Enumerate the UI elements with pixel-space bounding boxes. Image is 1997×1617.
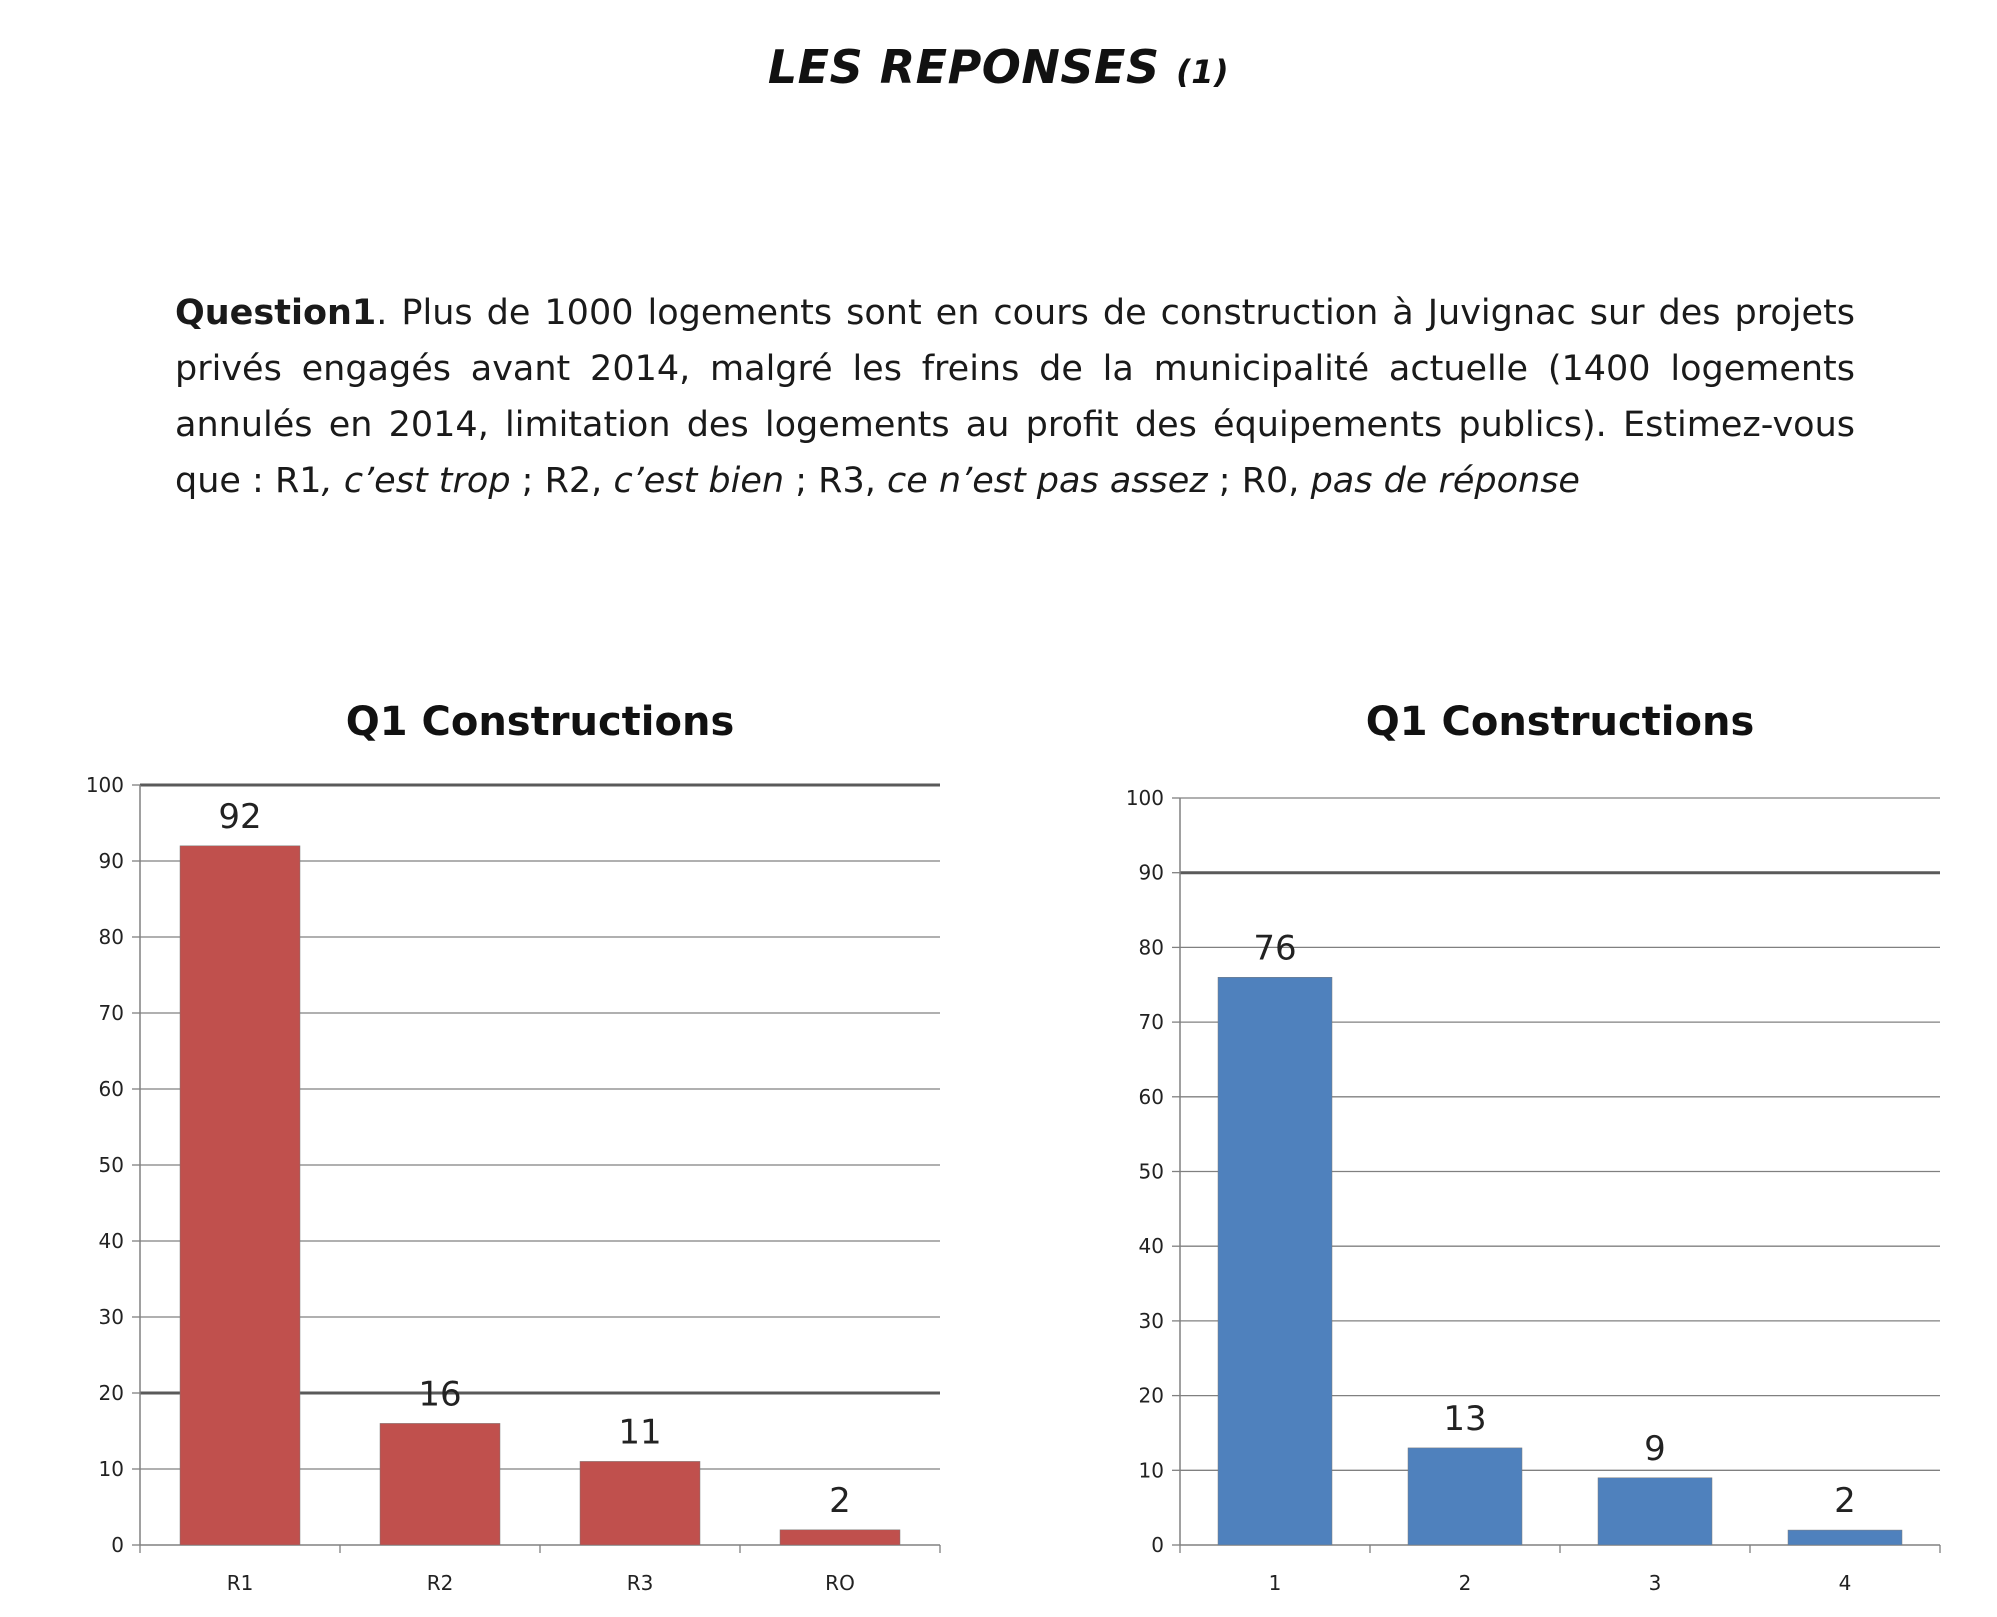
chart-left-data-label: 16	[418, 1374, 462, 1415]
answer-r1-text: , c’est trop	[321, 461, 511, 501]
chart-right-y-tick-label: 70	[1138, 1010, 1164, 1035]
question-label: Question1	[175, 293, 377, 333]
chart-left-data-label: 11	[618, 1412, 662, 1453]
chart-left-title: Q1 Constructions	[345, 699, 735, 745]
answer-r0-text: pas de réponse	[1310, 461, 1580, 501]
chart-left-bar-R2	[380, 1423, 500, 1545]
chart-left-y-tick-label: 90	[98, 849, 124, 873]
chart-left-y-tick-label: 20	[98, 1381, 124, 1405]
chart-left-y-tick-label: 0	[111, 1533, 124, 1557]
chart-right-x-tick-label: 3	[1648, 1571, 1662, 1595]
chart-right-bar-1	[1218, 977, 1332, 1545]
chart-left-x-tick-label: RO	[825, 1571, 855, 1595]
answer-r2-text: c’est bien	[613, 461, 785, 501]
chart-right-y-tick-label: 100	[1125, 786, 1164, 810]
chart-left-bar-R3	[580, 1461, 700, 1545]
chart-left-y-tick-label: 30	[98, 1305, 124, 1329]
chart-right	[1040, 690, 1997, 1610]
chart-right-y-tick-label: 40	[1138, 1234, 1164, 1259]
chart-left-x-tick-label: R3	[626, 1571, 654, 1595]
chart-right-y-tick-label: 30	[1138, 1308, 1164, 1333]
chart-left-data-label: 92	[218, 796, 262, 837]
chart-right-x-tick-label: 4	[1838, 1571, 1852, 1595]
separator-2: ; R3,	[784, 461, 887, 501]
chart-left	[40, 690, 1000, 1610]
question-text	[175, 285, 1855, 509]
chart-right-y-tick-label: 60	[1138, 1084, 1164, 1109]
page-title-number: (1)	[1176, 53, 1230, 91]
chart-left-y-tick-label: 50	[98, 1153, 124, 1177]
chart-right-bar-4	[1788, 1530, 1902, 1545]
chart-right-y-tick-label: 90	[1138, 860, 1164, 885]
chart-right-data-label: 76	[1253, 928, 1297, 969]
chart-right-y-tick-label: 50	[1138, 1159, 1164, 1184]
chart-right-y-tick-label: 10	[1138, 1458, 1164, 1483]
chart-right-title: Q1 Constructions	[1365, 699, 1755, 745]
chart-left-svg	[40, 690, 1000, 1610]
chart-left-y-tick-label: 10	[98, 1457, 124, 1481]
chart-left-x-tick-label: R1	[226, 1571, 254, 1595]
chart-left-bar-R1	[180, 846, 300, 1545]
chart-right-svg	[1040, 690, 1997, 1610]
chart-right-bar-2	[1408, 1448, 1522, 1545]
chart-right-y-tick-label: 20	[1138, 1383, 1164, 1408]
chart-left-bar-RO	[780, 1530, 900, 1545]
chart-left-x-tick-label: R2	[426, 1571, 454, 1595]
chart-right-bar-3	[1598, 1478, 1712, 1545]
page-title-text: LES REPONSES	[767, 40, 1160, 94]
chart-right-y-tick-label: 0	[1151, 1533, 1164, 1557]
chart-right-x-tick-label: 1	[1268, 1571, 1282, 1595]
separator-1: ; R2,	[510, 461, 614, 501]
answer-r3-text: ce n’est pas assez	[886, 461, 1208, 501]
chart-right-x-tick-label: 2	[1458, 1571, 1472, 1595]
page-title	[0, 40, 1997, 94]
chart-left-y-tick-label: 80	[98, 925, 124, 949]
chart-right-data-label: 13	[1443, 1398, 1487, 1439]
chart-left-y-tick-label: 100	[85, 773, 124, 797]
question-body: . Plus de 1000 logements sont en cours de construction à Juvignac sur des projets privés engagés avant 2014, malgré les freins de la municipalité actuelle (1400 logements annulés en 2014, limitation des logements au profit des équipements publics). Estimez-vous que : R1	[175, 293, 1855, 501]
chart-right-data-label: 2	[1834, 1481, 1856, 1522]
chart-left-y-tick-label: 60	[98, 1077, 124, 1101]
chart-left-data-label: 2	[829, 1480, 851, 1521]
chart-right-y-tick-label: 80	[1138, 935, 1164, 960]
chart-left-y-tick-label: 70	[98, 1001, 124, 1025]
chart-right-data-label: 9	[1644, 1428, 1666, 1469]
separator-3: ; R0,	[1207, 461, 1311, 501]
chart-left-y-tick-label: 40	[98, 1229, 124, 1253]
